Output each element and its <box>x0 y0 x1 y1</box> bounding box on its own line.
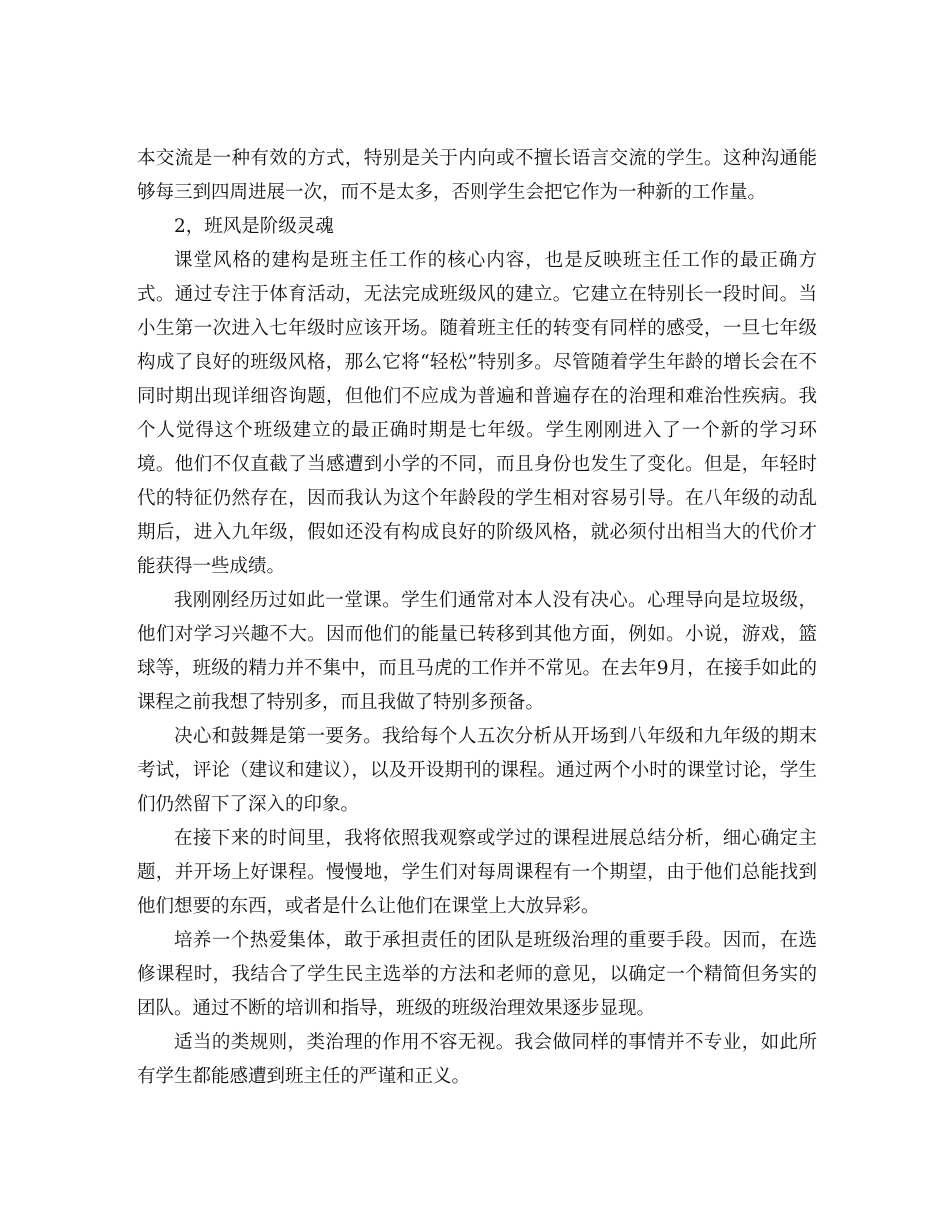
section-heading: 2，班风是阶级灵魂 <box>174 216 334 237</box>
paragraph-2: 课堂风格的建构是班主任工作的核心内容，也是反映班主任工作的最正确方式。通过专注于体育活动，无法完成班级风的建立。它建立在特别长一段时间。当小生第一次进入七年级时应该开场。随着班主任的转变有同样的感受，一旦七年级构成了良好的班级风格，那么它将“轻松”特别多。尽管随着学生年龄的增长会在不同时期出现详细咨询题，但他们不应成为普遍和普遍存在的治理和难治性疾病。我个人觉得这个班级建立的最正确时期是七年级。学生刚刚进入了一个新的学习环境。他们不仅直截了当感遭到小学的不同，而且身份也发生了变化。但是，年轻时代的特征仍然存在，因而我认为这个年龄段的学生相对容易引导。在八年级的动乱期后，进入九年级，假如还没有构成良好的阶级风格，就必须付出相当大的代价才能获得一些成绩。 <box>137 250 817 577</box>
paragraph-7: 适当的类规则，类治理的作用不容无视。我会做同样的事情并不专业，如此所有学生都能感遭到班主任的严谨和正义。 <box>137 1032 817 1087</box>
paragraph-6: 培养一个热爱集体，敢于承担责任的团队是班级治理的重要手段。因而，在选修课程时，我结合了学生民主选举的方法和老师的意见，以确定一个精简但务实的团队。通过不断的培训和指导，班级的班级治理效果逐步显现。 <box>137 930 817 1019</box>
paragraph-1: 本交流是一种有效的方式，特别是关于内向或不擅长语言交流的学生。这种沟通能够每三到四周进展一次，而不是太多，否则学生会把它作为一种新的工作量。 <box>137 148 817 203</box>
paragraph-3: 我刚刚经历过如此一堂课。学生们通常对本人没有决心。心理导向是垃圾级，他们对学习兴趣不大。因而他们的能量已转移到其他方面，例如。小说，游戏，篮球等，班级的精力并不集中，而且马虎的工作并不常见。在去年9月，在接手如此的课程之前我想了特别多，而且我做了特别多预备。 <box>137 590 817 713</box>
paragraph-4: 决心和鼓舞是第一要务。我给每个人五次分析从开场到八年级和九年级的期末考试，评论（建议和建议），以及开设期刊的课程。通过两个小时的课堂讨论，学生们仍然留下了深入的印象。 <box>137 726 817 815</box>
paragraph-5: 在接下来的时间里，我将依照我观察或学过的课程进展总结分析，细心确定主题，并开场上好课程。慢慢地，学生们对每周课程有一个期望，由于他们总能找到他们想要的东西，或者是什么让他们在课堂上大放异彩。 <box>137 828 817 917</box>
document-page <box>137 142 817 1094</box>
